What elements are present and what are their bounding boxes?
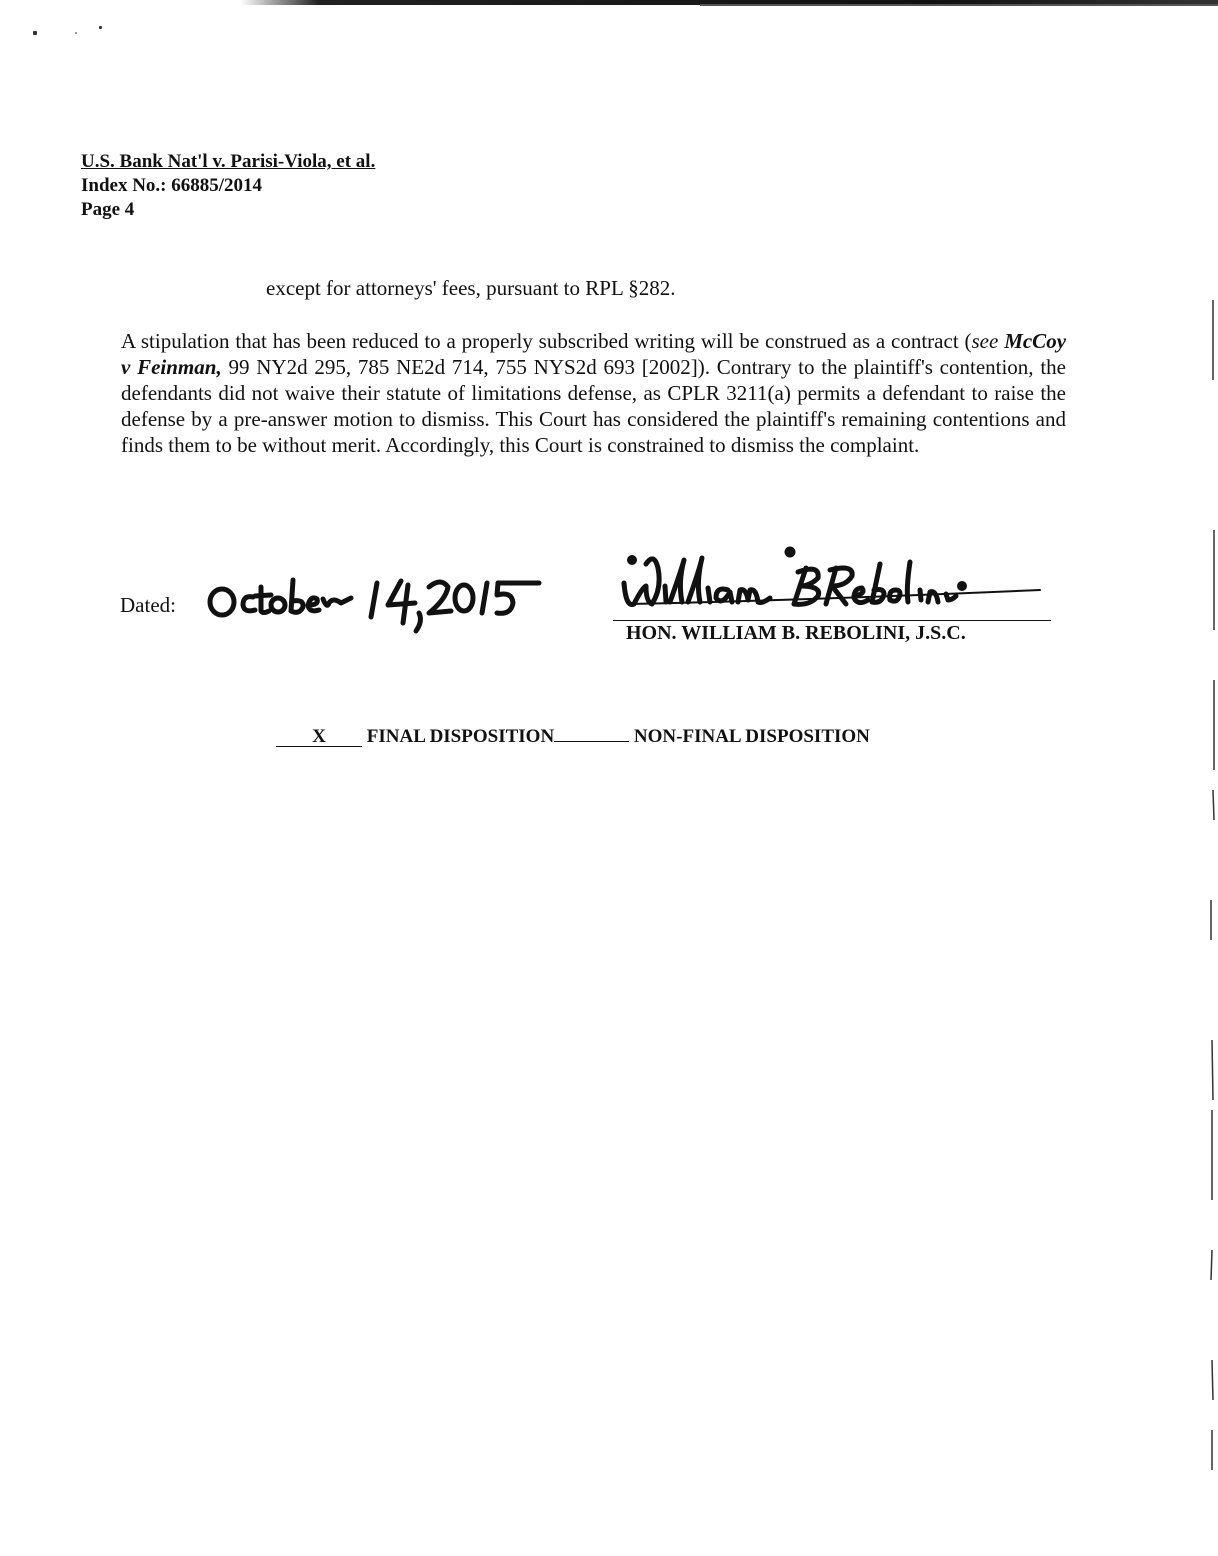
body-paragraph	[121, 328, 1066, 458]
case-header	[81, 150, 375, 222]
para-text-start: A stipulation that has been reduced to a properly subscribed writing will be construed as a contract (	[121, 329, 972, 353]
scan-edge-line-secondary	[700, 4, 1218, 6]
nonfinal-disposition-label: NON-FINAL DISPOSITION	[633, 726, 870, 747]
dated-label: Dated:	[120, 593, 176, 617]
final-disposition-mark: X	[276, 728, 362, 747]
judge-name: HON. WILLIAM B. REBOLINI, J.S.C.	[626, 622, 966, 644]
final-disposition-label: FINAL DISPOSITION	[366, 726, 555, 747]
scan-edge-marks	[1205, 300, 1217, 1550]
page-number: Page 4	[81, 199, 135, 220]
scan-speck	[75, 32, 77, 34]
nonfinal-disposition-mark	[554, 741, 629, 742]
citation-signal: see	[971, 329, 999, 353]
case-caption: U.S. Bank Nat'l v. Parisi-Viola, et al.	[81, 151, 376, 172]
disposition-line	[276, 726, 870, 748]
handwritten-date-signature	[205, 565, 555, 645]
signature-line	[613, 620, 1051, 621]
scan-speck	[33, 31, 37, 35]
continued-text-line: except for attorneys' fees, pursuant to RPL §282.	[266, 276, 676, 300]
judge-signature	[610, 538, 1060, 628]
para-text-rest: 99 NY2d 295, 785 NE2d 714, 755 NYS2d 693 [2002]). Contrary to the plaintiff's contention, the defendants did not waive their statute of limitations defense, as CPLR 3211(a) permits a defendant to raise the defense by a pre-answer motion to dismiss. This Court has considered the plaintiff's remaining contentions and finds them to be without merit. Accordingly, this Court is constrained to dismiss the complaint.	[121, 355, 1066, 457]
index-number: Index No.: 66885/2014	[81, 175, 263, 196]
scan-speck	[99, 26, 102, 29]
case-citation: McCoy v Feinman,	[121, 329, 1067, 379]
